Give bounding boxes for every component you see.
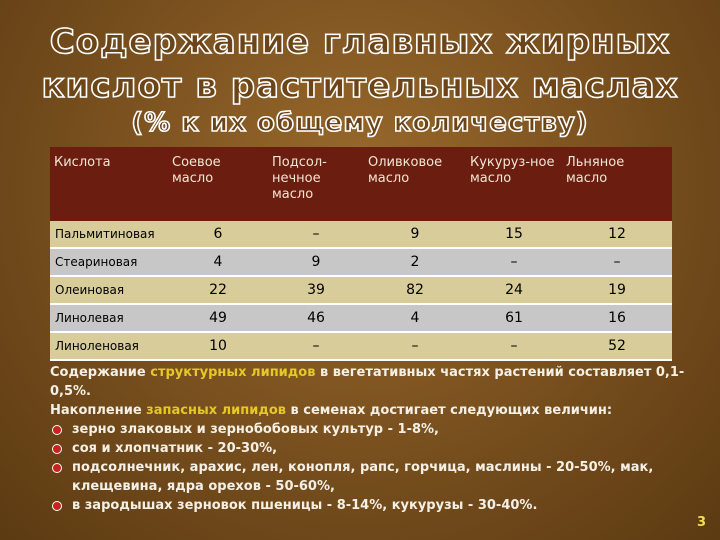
table-cell: 9 — [364, 221, 466, 248]
table-cell: 52 — [562, 332, 672, 360]
list-item — [50, 496, 690, 515]
table-cell: 2 — [364, 248, 466, 276]
table-cell: 19 — [562, 276, 672, 304]
table-cell: 4 — [364, 304, 466, 332]
header-soybean-oil: Соевое масло — [168, 147, 268, 221]
list-item — [50, 420, 690, 439]
table-cell: – — [268, 332, 364, 360]
table-row — [50, 332, 672, 360]
seed-lipid-list — [50, 420, 690, 515]
list-item-text: подсолнечник, арахис, лен, конопля, рапс, горчица, маслины - 20-50%, мак, клещевина, ядра орехов - 50-60%, — [72, 460, 654, 494]
header-sunflower-oil: Подсол-нечное масло — [268, 147, 364, 221]
slide-title-line-1: Содержание главных жирных — [49, 22, 671, 62]
table-row — [50, 276, 672, 304]
structural-lipids-note — [50, 363, 690, 401]
acid-name: Линолевая — [50, 304, 168, 332]
slide-subtitle: (% к их общему количеству) — [131, 108, 589, 138]
table-cell: – — [562, 248, 672, 276]
bullet-icon — [52, 444, 62, 454]
list-item-text: в зародышах зерновок пшеницы - 8-14%, кукурузы - 30-40%. — [72, 498, 538, 513]
fatty-acid-table — [50, 147, 672, 361]
page-number: 3 — [696, 515, 706, 530]
note-text: в вегетативных частях растений составляет 0,1-0,5%. — [50, 365, 685, 399]
list-item — [50, 458, 690, 496]
highlight-storage-lipids: запасных липидов — [146, 403, 286, 418]
acid-name: Линоленовая — [50, 332, 168, 360]
list-item-text: зерно злаковых и зернобобовых культур - 1-8%, — [72, 422, 439, 437]
table-cell: 24 — [466, 276, 562, 304]
table-cell: 61 — [466, 304, 562, 332]
storage-lipids-note — [50, 401, 690, 420]
slide-title-line-2: кислот в растительных маслах — [41, 66, 679, 106]
bullet-icon — [52, 425, 62, 435]
table-cell: – — [466, 248, 562, 276]
note-text: Содержание — [50, 365, 151, 380]
acid-name: Олеиновая — [50, 276, 168, 304]
table-cell: – — [466, 332, 562, 360]
table-cell: 16 — [562, 304, 672, 332]
note-text: в семенах достигает следующих величин: — [286, 403, 613, 418]
table-cell: 46 — [268, 304, 364, 332]
table-row — [50, 221, 672, 248]
table-cell: – — [268, 221, 364, 248]
table-cell: 22 — [168, 276, 268, 304]
table-cell: 15 — [466, 221, 562, 248]
list-item-text: соя и хлопчатник - 20-30%, — [72, 441, 278, 456]
header-acid: Кислота — [50, 147, 168, 221]
header-linseed-oil: Льняное масло — [562, 147, 672, 221]
bullet-icon — [52, 501, 62, 511]
table-cell: 4 — [168, 248, 268, 276]
header-olive-oil: Оливковое масло — [364, 147, 466, 221]
note-text: Накопление — [50, 403, 147, 418]
table-cell: – — [364, 332, 466, 360]
table-header-row — [50, 147, 672, 221]
table-cell: 9 — [268, 248, 364, 276]
acid-name: Стеариновая — [50, 248, 168, 276]
table-cell: 6 — [168, 221, 268, 248]
table-cell: 49 — [168, 304, 268, 332]
list-item — [50, 439, 690, 458]
acid-name: Пальмитиновая — [50, 221, 168, 248]
notes-block — [50, 363, 690, 515]
table-row — [50, 248, 672, 276]
header-corn-oil: Кукуруз-ное масло — [466, 147, 562, 221]
table-cell: 10 — [168, 332, 268, 360]
table-cell: 39 — [268, 276, 364, 304]
highlight-structural-lipids: структурных липидов — [150, 365, 316, 380]
table-row — [50, 304, 672, 332]
bullet-icon — [52, 463, 62, 473]
table-cell: 12 — [562, 221, 672, 248]
table-cell: 82 — [364, 276, 466, 304]
